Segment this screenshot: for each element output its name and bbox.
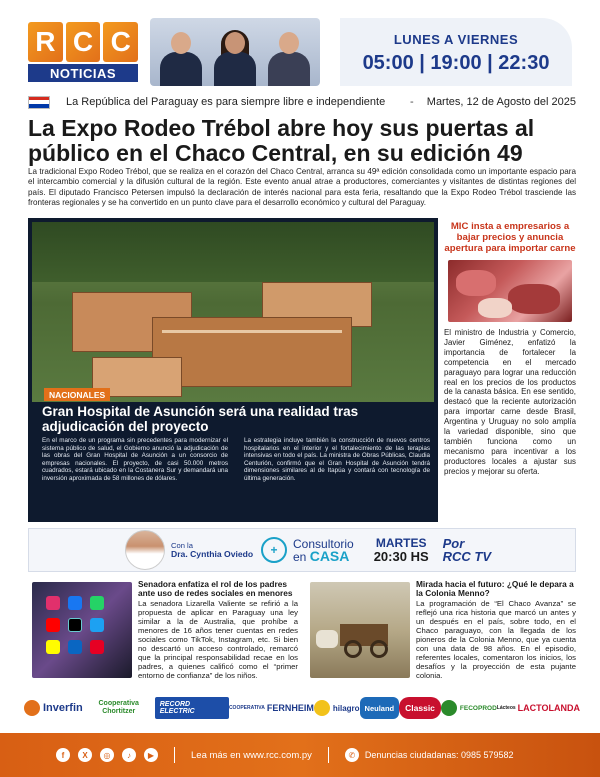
website-link[interactable]: Lea más en www.rcc.com.py [191,749,312,761]
schedule-times: 05:00 | 19:00 | 22:30 [362,52,550,74]
logo-letter: C [103,22,138,62]
footer-bar [0,733,600,777]
bottom-story[interactable] [306,578,576,682]
main-story-text: La estrategia incluye también la construcción de nuevos centros hospitalarios en el interior y el fortalecimiento de las terapias intensivas en todo el país. La ministra de Obras Públicas, Claudia Centurión, confirmó que el Gran Hospital de Asunción tendrá dimensiones similares al de Itapúa y contará con tecnología de última generación. [244,437,430,482]
news-anchors-photo [150,18,320,86]
stethoscope-icon: + [261,537,287,563]
ox-cart-photo [310,582,410,678]
ad-host [171,541,257,559]
ad-day: MARTES [375,535,427,550]
social-links [56,748,158,762]
bottom-story-text: La programación de “El Chaco Avanza” se reflejó una rica historia que marcó un antes y un después en el país, sobre todo, en el Chaco paraguayo, con la llegada de los pioneros de la Colonia Menno, que ya cuenta con una data de 98 años. En el episodio, referentes locales, comentaron los inicios, los desafíos y la proyección de esta pujante colonia. [416,598,576,680]
x-icon[interactable]: X [78,748,92,762]
sponsor-bar [24,688,580,728]
section-tag[interactable]: NACIONALES [44,388,110,401]
ad-schedule [374,537,429,564]
bottom-story-title[interactable]: Senadora enfatiza el rol de los padres ante uso de redes sociales en menores [138,579,293,599]
header [0,0,600,90]
bottom-story-title[interactable]: Mirada hacia el futuro: ¿Qué le depara a la Colonia Menno? [416,579,574,599]
tiktok-icon[interactable]: ♪ [122,748,136,762]
schedule-days: LUNES A VIERNES [393,32,519,47]
side-story-text: El ministro de Industria y Comercio, Javier Giménez, enfatizó la importancia de fortalecer la competencia en el mercado paraguayo para lograr una reducción real en los precios de los productos de la canasta básica. En ese sentido, destacó que la reciente autorización para importar carne desde Brasil, Argentina y Uruguay no solo amplía la variedad disponible, sino que también funciona como un mecanismo para incentivar a los productores locales a ajustar sus precios y mejorar su oferta. [444,328,576,476]
ad-with-label: Con la [171,541,193,550]
logo-letter: C [66,22,101,62]
ad-channel-name: RCC TV [442,549,492,564]
social-apps-phone-photo [32,582,132,678]
main-story-title[interactable]: Gran Hospital de Asunción será una realidad tras adjudicación del proyecto [42,404,359,434]
sponsor-fernheim-logo[interactable]: COOPERATIVA FERNHEIM [228,703,314,713]
headline-lead: La tradicional Expo Rodeo Trébol, que se realiza en el corazón del Chaco Central, arranca su 49ª edición consolidada como un importante espacio para el intercambio comercial y la difusión cultural de la región. Este evento anual atrae a productores, comerciantes y visitantes de distintas regiones del país. El diputado Francisco Petersen impulsó la declaración de interés nacional para esta feria, resaltando que la Expo Rodeo Trébol trasciende las fronteras regionales y se ha convertido en un punto clave para el desarrollo económico y cultural del Paraguay. [28,167,576,207]
sponsor-classic-logo[interactable]: Classic [399,697,441,719]
side-story-title[interactable]: MIC insta a empresarios a bajar precios y anuncia apertura para importar carne [444,221,576,254]
main-story-text: En el marco de un programa sin precedentes para modernizar el sistema público de salud, el Gobierno anunció la adjudicación de las obras del Gran Hospital de Asunción a un consorcio de empresas nacionales. El proyecto, de casi 50.000 metros cuadrados, estará ubicado en la Costanera Sur y demandará una inversión aproximada de 58 millones de dólares. [42,437,228,482]
page-headline[interactable]: La Expo Rodeo Trébol abre hoy sus puertas al público en el Chaco Central, en su edición 49 [28,115,535,166]
hospital-aerial-photo [32,222,434,402]
ad-time: 20:30 HS [373,548,429,564]
footer-divider [328,747,329,763]
ad-brand-line1: Consultorio [293,536,354,551]
ad-brand-casa: CASA [309,547,350,564]
citizen-reports-phone[interactable]: Denuncias ciudadanas: 0985 579582 [364,750,514,760]
meat-photo [448,260,572,322]
anchor-figure [266,30,312,86]
side-story[interactable] [444,218,576,522]
sponsor-inverfin-logo[interactable]: Inverfin [24,697,83,719]
sponsor-chortitzer-logo[interactable]: Cooperativa Chortitzer [98,700,139,715]
logo-letters [28,22,138,62]
tagline-bar [28,93,576,111]
main-story[interactable] [28,218,438,522]
ad-channel-pre: Por [442,536,465,551]
national-motto: La República del Paraguay es para siempre libre e independiente [66,96,386,108]
sponsor-record-electric-logo[interactable]: RECORD ELECTRIC [155,697,229,719]
sponsor-lactolanda-logo[interactable]: Lácteos LACTOLANDA [496,703,580,713]
anchor-figure [158,30,204,86]
sponsor-fecoprod-logo[interactable]: FECOPROD [441,697,497,719]
logo-subtitle: NOTICIAS [28,64,138,82]
host-portrait [125,530,165,570]
ad-brand-pre: en [293,549,307,564]
instagram-icon[interactable]: ◎ [100,748,114,762]
facebook-icon[interactable]: f [56,748,70,762]
ad-program-name [293,538,354,563]
sponsor-neuland-logo[interactable]: Neuland [360,697,400,719]
bottom-story-text: La senadora Lizarella Valiente se refirió a la propuesta de aplicar en Paraguay una ley similar a la de Australia, que prohíbe a menores de 16 años tener cuentas en redes sociales como TikTok, Instagram, etc. Si bien no descartó un acceso controlado, remarcó que la principal responsabilidad recae en los padres, a quienes calificó como el “primer entorno de confianza” de los niños. [138,598,298,680]
ad-host-name: Dra. Cynthia Oviedo [171,549,254,559]
anchor-figure [212,30,258,86]
bottom-story[interactable] [28,578,298,682]
footer-divider [174,747,175,763]
youtube-icon[interactable]: ▶ [144,748,158,762]
logo-letter: R [28,22,63,62]
consultorio-en-casa-ad[interactable] [28,528,576,572]
whatsapp-icon[interactable]: ✆ [345,748,359,762]
edition-date: Martes, 12 de Agosto del 2025 [426,96,576,108]
ad-channel [443,537,491,563]
tagline-separator: - [409,96,414,108]
paraguay-flag-icon [28,96,50,109]
sponsor-hilagro-logo[interactable]: hilagro [314,697,360,719]
rcc-logo[interactable] [28,22,138,84]
broadcast-schedule [340,18,572,86]
